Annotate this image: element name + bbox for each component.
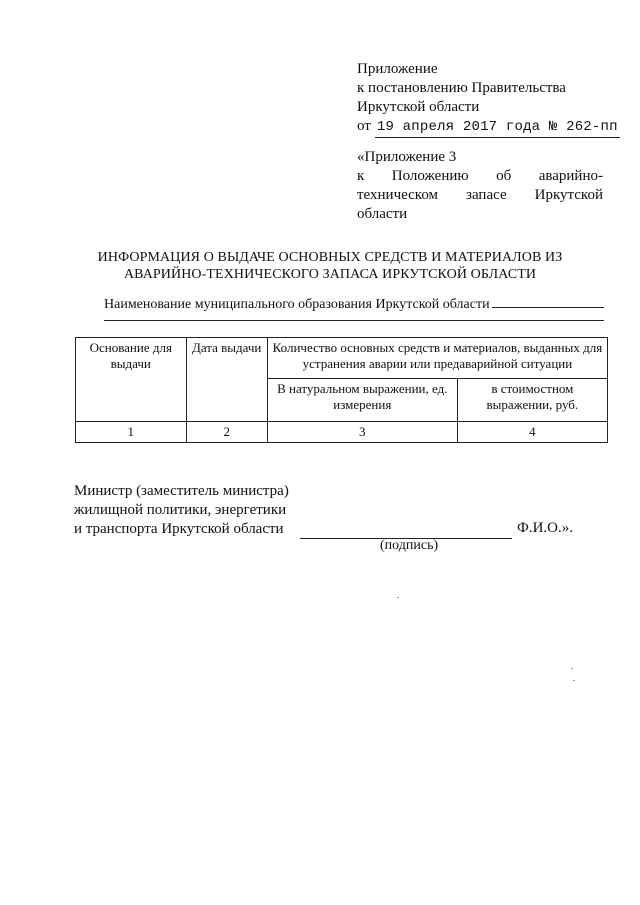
appendix-region: Иркутской области bbox=[357, 99, 480, 115]
title-line2: АВАРИЙНО-ТЕХНИЧЕСКОГО ЗАПАСА ИРКУТСКОЙ ОБЛАСТИ bbox=[123, 267, 537, 282]
appendix3-block bbox=[357, 148, 603, 224]
header-cost-rub: в стоимостном выражении, руб. bbox=[457, 379, 607, 422]
municipality-blank-line2[interactable] bbox=[104, 320, 604, 321]
appendix-decree: к постановлению Правительства bbox=[357, 80, 566, 96]
appendix3-row3 bbox=[357, 186, 603, 205]
appendix3-line4: области bbox=[357, 206, 408, 222]
title-line1: ИНФОРМАЦИЯ О ВЫДАЧЕ ОСНОВНЫХ СРЕДСТВ И МАТЕРИАЛОВ ИЗ bbox=[97, 250, 563, 265]
header-basis: Основание для выдачи bbox=[76, 338, 187, 422]
scan-speck bbox=[571, 668, 573, 669]
appendix3-word: запасе bbox=[466, 187, 507, 203]
appendix3-word: Положению bbox=[391, 168, 469, 184]
header-natural-units: В натуральном выражении, ед. измерения bbox=[267, 379, 457, 422]
table-header-row bbox=[76, 338, 608, 379]
appendix-title: Приложение bbox=[357, 61, 438, 77]
fio-label: Ф.И.О.». bbox=[517, 520, 574, 536]
appendix3-word: аварийно- bbox=[538, 168, 603, 184]
appendix3-word: к bbox=[357, 168, 365, 184]
scan-speck bbox=[397, 597, 399, 598]
decree-date-number: 19 апреля 2017 года № 262-пп bbox=[375, 118, 620, 138]
column-number: 2 bbox=[186, 422, 267, 443]
document-title bbox=[60, 249, 600, 283]
signatory-line2: жилищной политики, энергетики bbox=[74, 502, 287, 518]
table-row bbox=[76, 422, 608, 443]
column-number: 3 bbox=[267, 422, 457, 443]
column-number: 1 bbox=[76, 422, 187, 443]
issuance-table bbox=[75, 337, 608, 443]
appendix3-word: Иркутской bbox=[534, 187, 603, 203]
appendix3-word: техническом bbox=[357, 187, 439, 203]
appendix3-row2 bbox=[357, 167, 603, 186]
signatory-line1: Министр (заместитель министра) bbox=[74, 483, 289, 499]
header-quantity-group: Количество основных средств и материалов, выданных для устранения аварии или предаварийной ситуации bbox=[267, 338, 607, 379]
municipality-field bbox=[104, 293, 604, 313]
column-number: 4 bbox=[457, 422, 607, 443]
scan-speck bbox=[573, 680, 575, 681]
appendix3-title: «Приложение 3 bbox=[357, 149, 457, 165]
header-date: Дата выдачи bbox=[186, 338, 267, 422]
signatory-line3: и транспорта Иркутской области bbox=[74, 521, 284, 537]
appendix-block bbox=[357, 60, 618, 138]
signature-caption: (подпись) bbox=[380, 538, 439, 553]
municipality-blank[interactable] bbox=[492, 293, 604, 308]
date-prefix: от bbox=[357, 118, 371, 134]
appendix-date-line bbox=[357, 117, 618, 138]
signature-block bbox=[74, 482, 304, 539]
municipality-label: Наименование муниципального образования Иркутской области bbox=[104, 297, 490, 312]
appendix3-word: об bbox=[496, 168, 512, 184]
